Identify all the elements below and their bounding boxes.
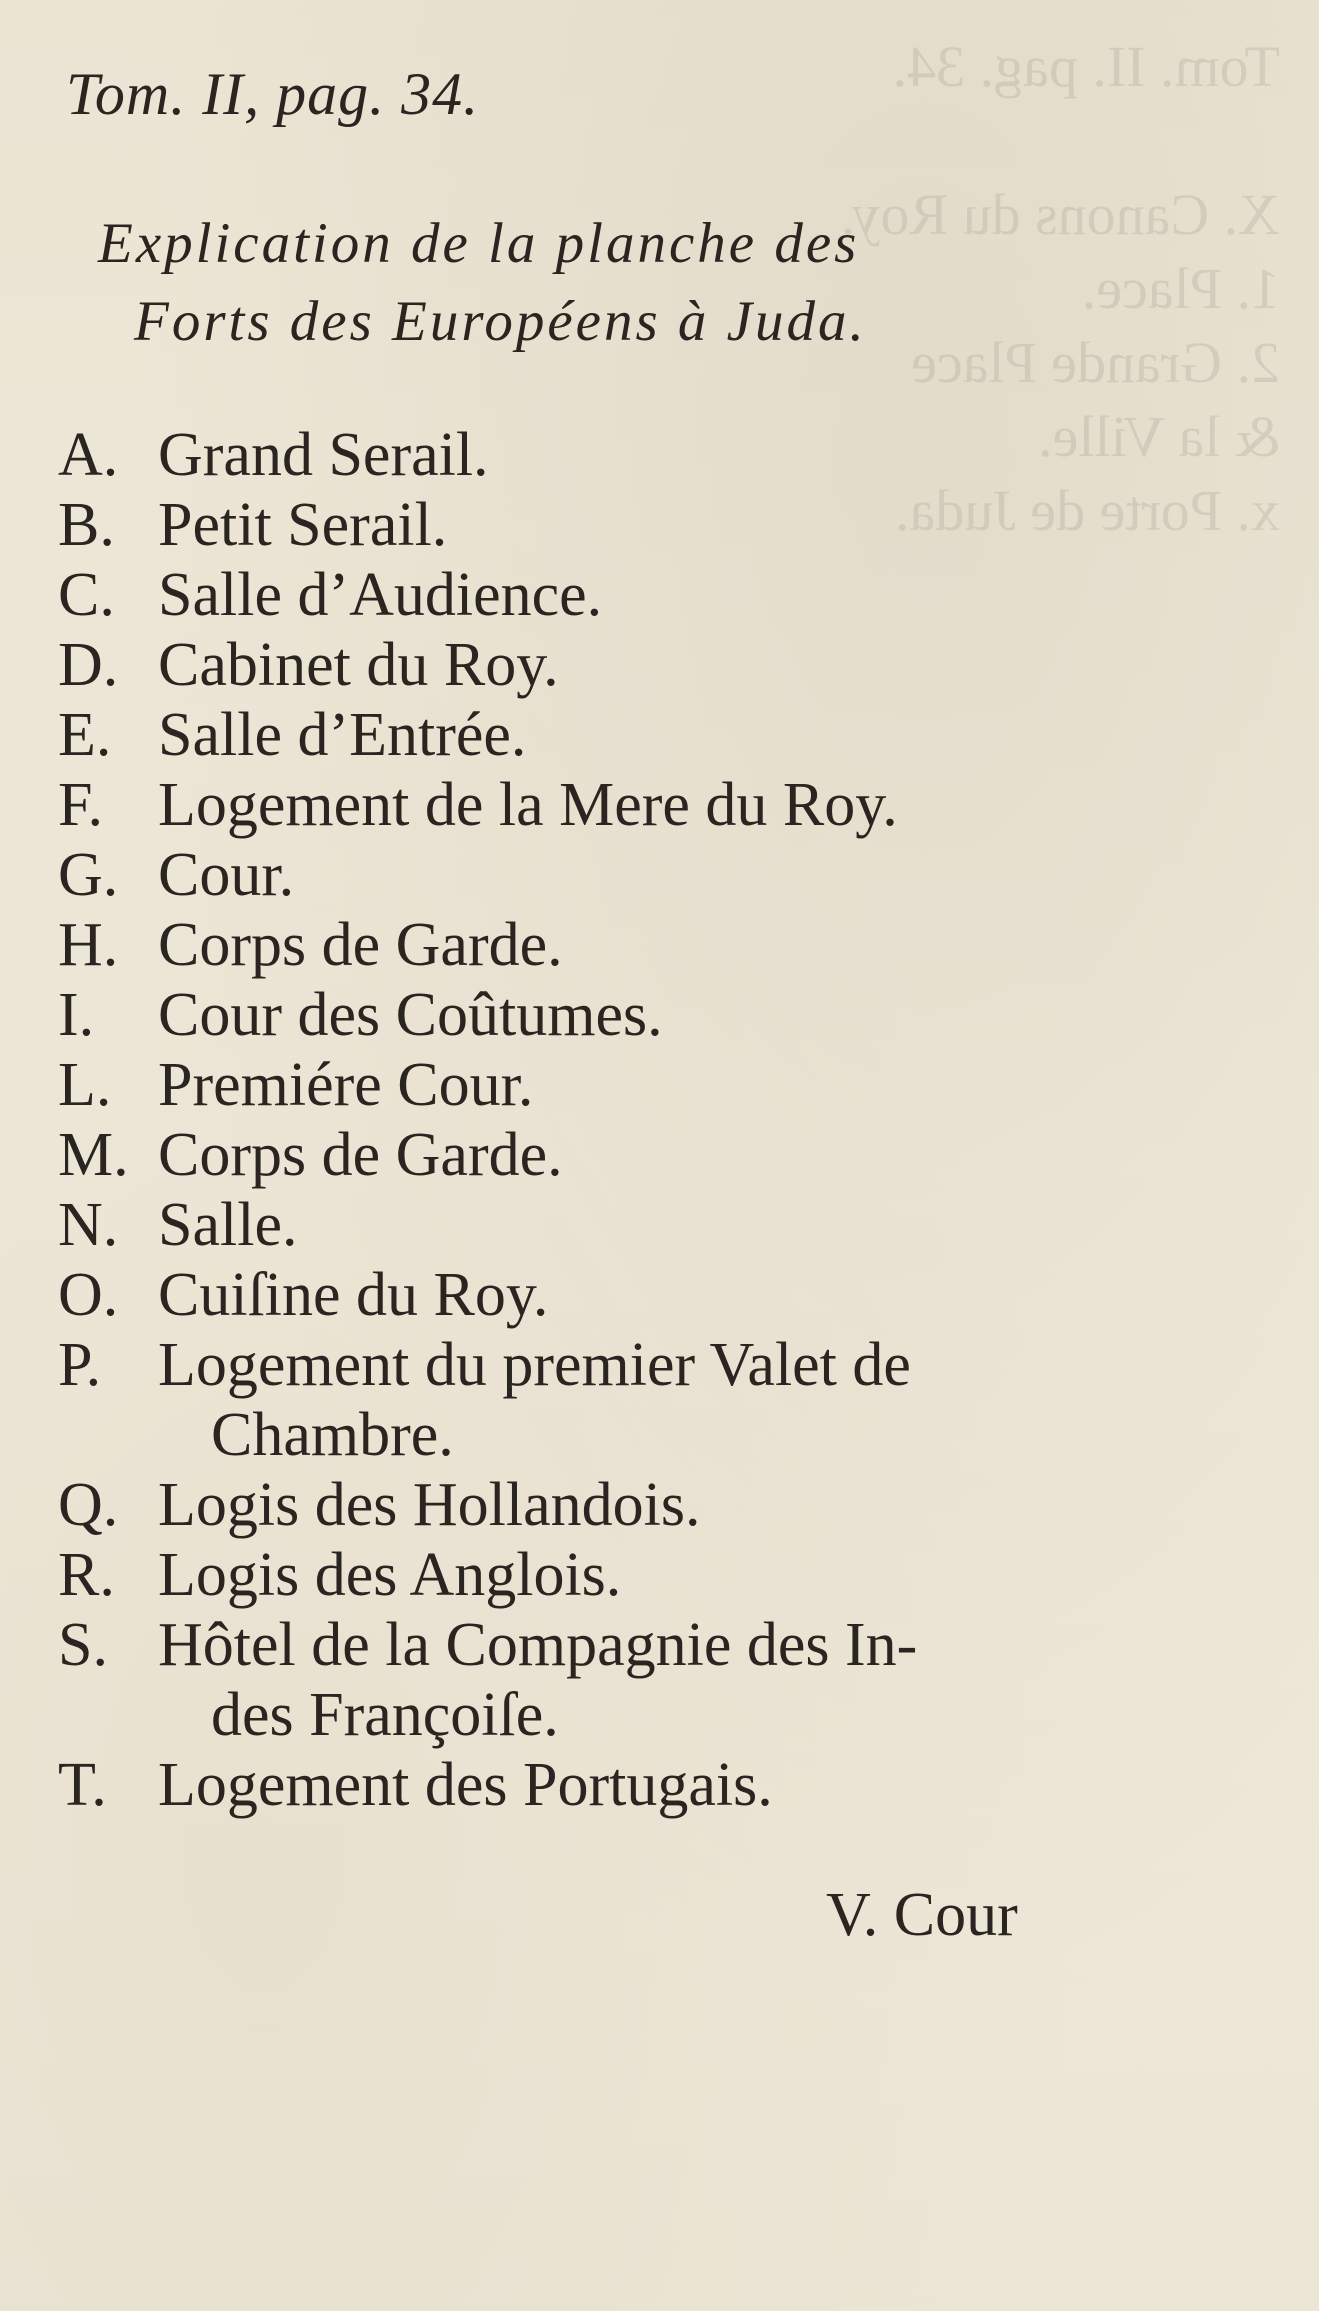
entry-text: Logis des Anglois. (158, 1541, 622, 1609)
legend-entry-p-continuation: Chambre. (211, 1401, 454, 1469)
legend-entry-n (58, 1190, 1258, 1260)
legend-entry-e (58, 700, 1258, 770)
entry-letter: A. (58, 421, 119, 489)
legend-entry-i (58, 980, 1258, 1050)
entry-text: Corps de Garde. (158, 911, 563, 979)
legend-entry-g (58, 840, 1258, 910)
entry-letter: N. (58, 1191, 119, 1259)
plate-title (98, 205, 867, 361)
catchword: V. Cour (826, 1881, 1018, 1949)
legend-entry-f (58, 770, 1258, 840)
entry-letter: D. (58, 631, 119, 699)
legend-entry-h (58, 910, 1258, 980)
entry-text: Cour des Coûtumes. (158, 981, 663, 1049)
title-line-1: Explication de la planche des (98, 212, 860, 275)
entry-text: Logement du premier Valet de (158, 1331, 911, 1399)
legend-list (58, 420, 1258, 1820)
title-line-2: Forts des Européens à Juda. (134, 290, 867, 353)
entry-text: Salle d’Audience. (158, 561, 603, 629)
legend-entry-d (58, 630, 1258, 700)
legend-entry-t (58, 1750, 1258, 1820)
show-through-reverse-page: Tom. II. pag. 34. X. Canons du Roy. 1. Place. 2. Grande Place & la Ville. x. Porte de Juda. (840, 34, 1280, 543)
legend-entry-s (58, 1610, 1258, 1680)
legend-entry-a (58, 420, 1258, 490)
entry-letter: E. (58, 701, 112, 769)
entry-text: Hôtel de la Compagnie des In- (158, 1611, 918, 1679)
legend-entry-l (58, 1050, 1258, 1120)
entry-letter: L. (58, 1051, 112, 1119)
entry-letter: T. (58, 1751, 107, 1819)
entry-text: Salle. (158, 1191, 298, 1259)
entry-letter: F. (58, 771, 104, 839)
entry-text: Salle d’Entrée. (158, 701, 527, 769)
legend-entry-r (58, 1540, 1258, 1610)
entry-text: Cuiſine du Roy. (158, 1261, 549, 1329)
entry-letter: H. (58, 911, 119, 979)
entry-text: Logis des Hollandois. (158, 1471, 701, 1539)
entry-letter: P. (58, 1331, 102, 1399)
entry-letter: C. (58, 561, 115, 629)
entry-text: Cabinet du Roy. (158, 631, 559, 699)
legend-entry-q (58, 1470, 1258, 1540)
entry-letter: G. (58, 841, 119, 909)
entry-text: Cour. (158, 841, 295, 909)
entry-letter: R. (58, 1541, 115, 1609)
entry-letter: S. (58, 1611, 108, 1679)
legend-entry-m (58, 1120, 1258, 1190)
entry-text: Grand Serail. (158, 421, 489, 489)
entry-text: Logement des Portugais. (158, 1751, 773, 1819)
entry-text: Petit Serail. (158, 491, 448, 559)
entry-letter: I. (58, 981, 95, 1049)
entry-letter: Q. (58, 1471, 119, 1539)
legend-entry-c (58, 560, 1258, 630)
entry-letter: M. (58, 1121, 129, 1189)
page-header: Tom. II, pag. 34. (66, 61, 480, 127)
entry-text: Logement de la Mere du Roy. (158, 771, 898, 839)
legend-entry-b (58, 490, 1258, 560)
legend-entry-o (58, 1260, 1258, 1330)
legend-entry-s-continuation: des Françoiſe. (211, 1681, 559, 1749)
entry-text: Premiére Cour. (158, 1051, 534, 1119)
entry-text: Corps de Garde. (158, 1121, 563, 1189)
entry-letter: O. (58, 1261, 119, 1329)
entry-letter: B. (58, 491, 115, 559)
legend-entry-p (58, 1330, 1258, 1400)
